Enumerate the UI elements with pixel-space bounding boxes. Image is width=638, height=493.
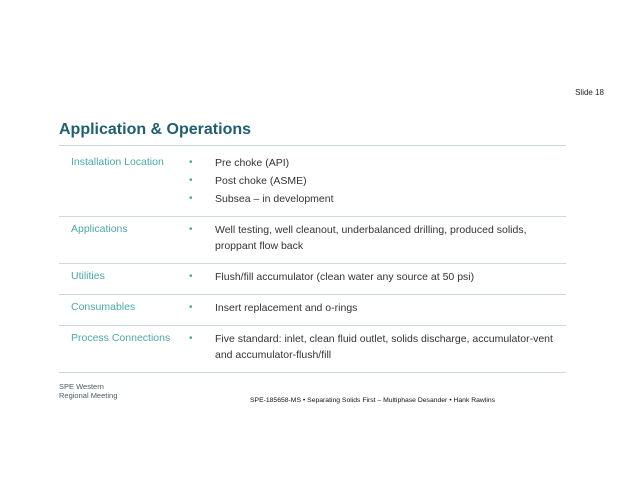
list-item: • Five standard: inlet, clean fluid outlet, solids discharge, accumulator-vent and accumulator-flush/fill bbox=[184, 331, 566, 363]
bullet-list bbox=[184, 267, 566, 285]
list-item: • Flush/fill accumulator (clean water any source at 50 psi) bbox=[184, 269, 566, 285]
logo-line-2: Regional Meeting bbox=[59, 391, 118, 400]
table-row bbox=[59, 295, 566, 326]
bullet-icon: • bbox=[189, 157, 193, 168]
row-label: Installation Location bbox=[71, 156, 164, 168]
spe-logo bbox=[59, 382, 117, 400]
bullet-icon: • bbox=[189, 175, 193, 186]
row-label: Utilities bbox=[71, 270, 105, 282]
table-row bbox=[59, 217, 566, 264]
title-divider bbox=[59, 145, 566, 146]
bullet-icon: • bbox=[189, 224, 193, 235]
info-table bbox=[59, 150, 566, 373]
list-item: • Well testing, well cleanout, underbalanced drilling, produced solids, proppant flow back bbox=[184, 222, 566, 254]
table-row bbox=[59, 264, 566, 295]
row-label: Applications bbox=[71, 223, 128, 235]
bullet-list bbox=[184, 153, 566, 207]
logo-line-1: SPE Western bbox=[59, 382, 104, 391]
list-item: • Post choke (ASME) bbox=[184, 173, 566, 189]
bullet-icon: • bbox=[189, 302, 193, 313]
bullet-icon: • bbox=[189, 333, 193, 344]
table-row bbox=[59, 150, 566, 217]
bullet-icon: • bbox=[189, 193, 193, 204]
bullet-list bbox=[184, 329, 566, 363]
row-label: Consumables bbox=[71, 301, 136, 313]
list-item: • Subsea – in development bbox=[184, 191, 566, 207]
list-item: • Insert replacement and o-rings bbox=[184, 300, 566, 316]
list-item: • Pre choke (API) bbox=[184, 155, 566, 171]
bullet-list bbox=[184, 298, 566, 316]
bullet-list bbox=[184, 220, 566, 254]
row-label: Process Connections bbox=[71, 332, 171, 344]
slide-number: Slide 18 bbox=[575, 88, 604, 97]
page-title: Application & Operations bbox=[59, 121, 252, 138]
table-row bbox=[59, 326, 566, 373]
bullet-icon: • bbox=[189, 271, 193, 282]
footer-citation: SPE-185658-MS • Separating Solids First – Multiphase Desander • Hank Rawlins bbox=[250, 397, 496, 404]
